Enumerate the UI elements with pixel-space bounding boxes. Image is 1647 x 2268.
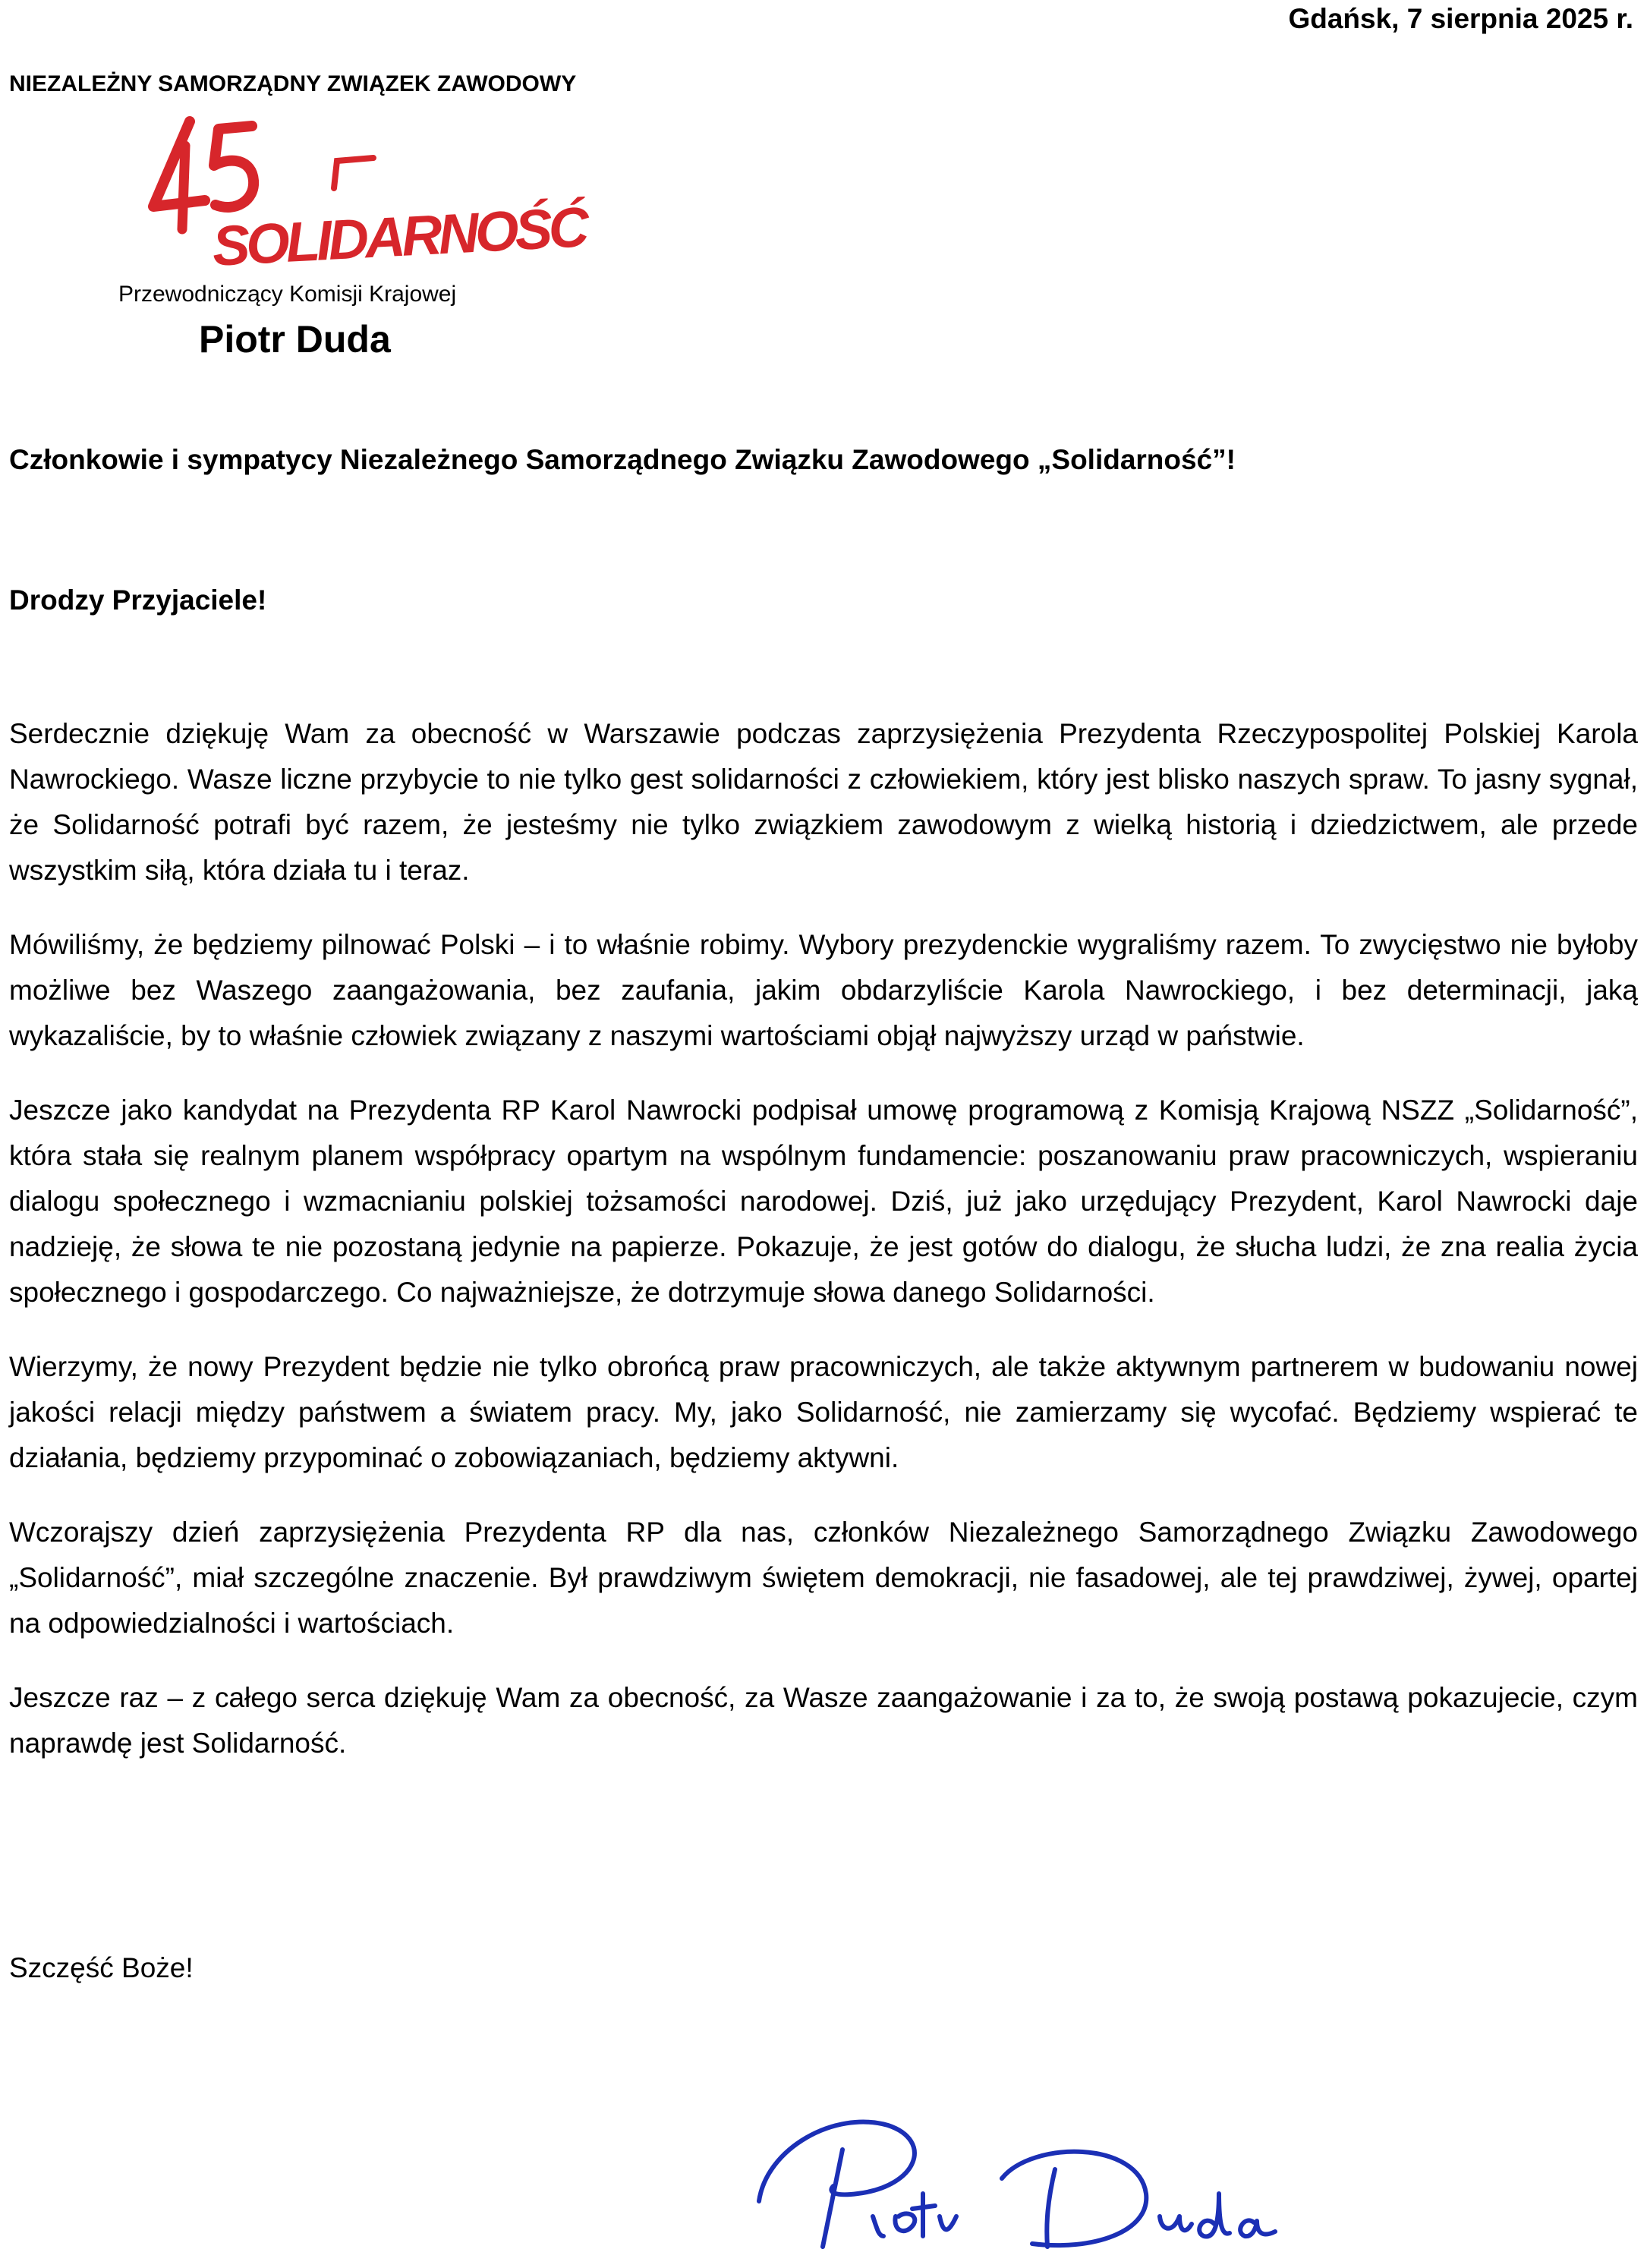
body-paragraph-2: Mówiliśmy, że będziemy pilnować Polski – i to właśnie robimy. Wybory prezydenckie wygraliśmy razem. To zwycięstwo nie byłoby możliwe bez Waszego zaangażowania, bez zaufania, jakim obdarzyliście Karola Nawrockiego, i bez determinacji, jaką wykazaliście, by to właśnie człowiek związany z naszymi wartościami objął najwyższy urząd w państwie.: [9, 929, 1638, 1051]
body-paragraph-1: Serdecznie dziękuję Wam za obecność w Warszawie podczas zaprzysiężenia Prezydenta Rzeczypospolitej Polskiej Karola Nawrockiego. Wasze liczne przybycie to nie tylko gest solidarności z człowiekiem, który jest blisko naszych spraw. To jasny sygnał, że Solidarność potrafi być razem, że jesteśmy nie tylko związkiem zawodowym z wielką historią i dziedzictwem, ale przede wszystkim siłą, która działa tu i teraz.: [9, 718, 1638, 886]
body-paragraph-5: Wczorajszy dzień zaprzysiężenia Prezydenta RP dla nas, członków Niezależnego Samorządnego Związku Zawodowego „Solidarność”, miał szczególne znaczenie. Był prawdziwym świętem demokracji, nie fasadowej, ale tej prawdziwej, żywej, opartej na odpowiedzialności i wartościach.: [9, 1517, 1638, 1639]
closing-salutation: Szczęść Boże!: [9, 1952, 194, 1983]
handwritten-signature: [744, 2103, 1290, 2262]
solidarnosc-45-logo: [146, 115, 587, 278]
body-paragraph-6: Jeszcze raz – z całego serca dziękuję Wam za obecność, za Wasze zaangażowanie i za to, że swoją postawą pokazujecie, czym naprawdę jest Solidarność.: [9, 1682, 1638, 1759]
letter-date: Gdańsk, 7 sierpnia 2025 r.: [1288, 3, 1633, 34]
letter-body: [9, 711, 1638, 1795]
sender-name: Piotr Duda: [199, 318, 391, 361]
addressee-line: Członkowie i sympatycy Niezależnego Samorządnego Związku Zawodowego „Solidarność”!: [9, 444, 1236, 475]
body-paragraph-4: Wierzymy, że nowy Prezydent będzie nie tylko obrońcą praw pracowniczych, ale także aktywnym partnerem w budowaniu nowej jakości relacji między państwem a światem pracy. My, jako Solidarność, nie zamierzamy się wycofać. Będziemy wspierać te działania, będziemy przypominać o zobowiązaniach, będziemy aktywni.: [9, 1351, 1638, 1473]
svg-text:SOLIDARNOŚĆ: SOLIDARNOŚĆ: [210, 195, 587, 278]
sender-position: Przewodniczący Komisji Krajowej: [118, 282, 457, 307]
organization-name: NIEZALEŻNY SAMORZĄDNY ZWIĄZEK ZAWODOWY: [9, 71, 577, 96]
greeting: Drodzy Przyjaciele!: [9, 584, 267, 616]
body-paragraph-3: Jeszcze jako kandydat na Prezydenta RP Karol Nawrocki podpisał umowę programową z Komisją Krajową NSZZ „Solidarność”, która stała się realnym planem współpracy opartym na wspólnym fundamencie: poszanowaniu praw pracowniczych, wspieraniu dialogu społecznego i wzmacnianiu polskiej tożsamości narodowej. Dziś, już jako urzędujący Prezydent, Karol Nawrocki daje nadzieję, że słowa te nie pozostaną jedynie na papierze. Pokazuje, że jest gotów do dialogu, że słucha ludzi, że zna realia życia społecznego i gospodarczego. Co najważniejsze, że dotrzymuje słowa danego Solidarności.: [9, 1095, 1638, 1308]
